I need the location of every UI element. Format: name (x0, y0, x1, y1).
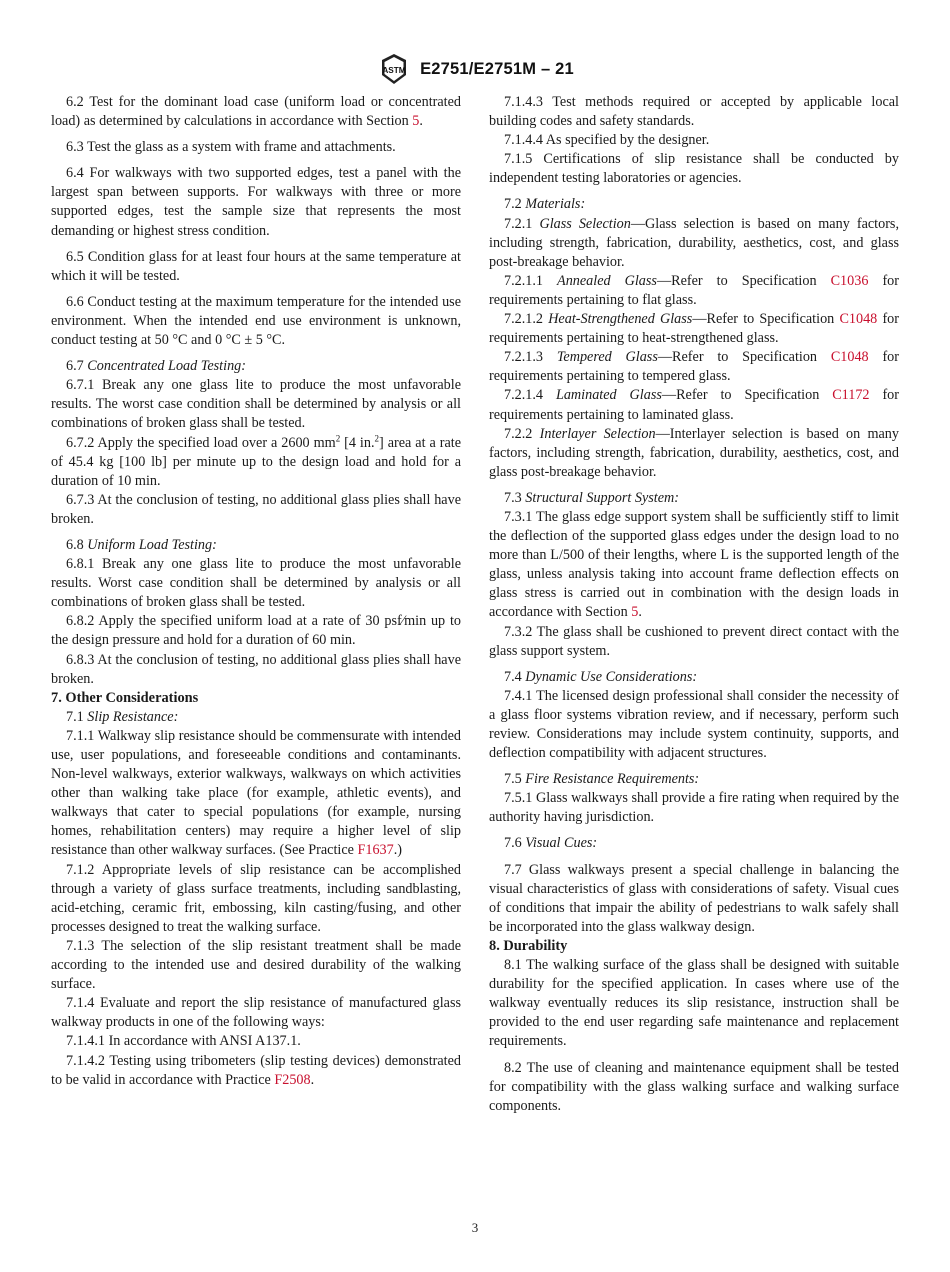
paragraph-7-1-4-1: 7.1.4.1 In accordance with ANSI A137.1. (66, 1033, 301, 1050)
paragraph-7-3-heading: 7.3 Structural Support System: (504, 489, 679, 506)
paragraph-7-2-1: 7.2.1 Glass Selection—Glass selection is based on many factors, including strength, fabrication, durability, aesthetics, cost, and glass post-breakage behavior. (489, 215, 900, 270)
paragraph-6-7-heading: 6.7 Concentrated Load Testing: (66, 358, 246, 375)
paragraph-7-7: 7.7 Glass walkways present a special challenge in balancing the visual characteristics of glass with considerations of safety. Visual cues of conditions that impair the ability of pedestrians to walk safely shall be incorporated into the glass walkway design. (489, 861, 899, 935)
f1637-link[interactable]: F1637 (357, 842, 394, 859)
paragraph-6-4: 6.4 For walkways with two supported edges, test a panel with the largest span between supports. For walkways with three or more supported edges, test the sample size that represents the most demanding or highest stress condition. (51, 165, 461, 239)
paragraph-7-1-4-4: 7.1.4.4 As specified by the designer. (504, 132, 710, 149)
paragraph-6-5: 6.5 Condition glass for at least four hours at the same temperature at which it will be tested. (51, 248, 461, 284)
paragraph-7-1-4-2: 7.1.4.2 Testing using tribometers (slip testing devices) demonstrated to be valid in accordance with Practice F2508. (51, 1052, 461, 1088)
astm-logo-icon (376, 53, 412, 85)
paragraph-7-4-heading: 7.4 Dynamic Use Considerations: (504, 668, 698, 685)
paragraph-7-2-1-2: 7.2.1.2 Heat-Strengthened Glass—Refer to Specification C1048 for requirements pertaining to heat-strengthened glass. (489, 311, 899, 347)
paragraph-7-6-heading: 7.6 Visual Cues: (504, 835, 598, 852)
paragraph-7-1-heading: 7.1 Slip Resistance: (66, 708, 179, 725)
f2508-link[interactable]: F2508 (274, 1071, 311, 1088)
c1048-link[interactable]: C1048 (830, 349, 869, 366)
svg-text:ASTM: ASTM (382, 66, 406, 75)
paragraph-7-1-4: 7.1.4 Evaluate and report the slip resistance of manufactured glass walkway products in one of the following ways: (51, 995, 461, 1031)
paragraph-7-1-4-3: 7.1.4.3 Test methods required or accepted by applicable local building codes and safety standards. (489, 94, 899, 130)
section-7-heading: 7. Other Considerations (51, 689, 199, 706)
c1036-link[interactable]: C1036 (830, 272, 869, 289)
paragraph-6-8-3: 6.8.3 At the conclusion of testing, no additional glass plies shall have broken. (51, 651, 461, 687)
paragraph-7-2-1-4: 7.2.1.4 Laminated Glass—Refer to Specification C1172 for requirements pertaining to laminated glass. (489, 387, 899, 423)
paragraph-7-2-2: 7.2.2 Interlayer Selection—Interlayer selection is based on many factors, including strength, fabrication, durability, aesthetics, cost, and glass post-breakage behavior. (489, 425, 899, 480)
paragraph-7-1-2: 7.1.2 Appropriate levels of slip resistance can be accomplished through a variety of glass surface treatments, including sandblasting, acid-etching, ceramic frit, embossing, kiln casting/fusing, and other processes designed to treat the walking surface. (51, 861, 461, 935)
paragraph-6-8-2: 6.8.2 Apply the specified uniform load at a rate of 30 psf⁄min up to the design pressure and hold for a duration of 60 min. (51, 613, 461, 649)
right-column (489, 93, 899, 1116)
paragraph-7-3-2: 7.3.2 The glass shall be cushioned to prevent direct contact with the glass support system. (489, 623, 899, 659)
page-number: 3 (471, 1220, 479, 1235)
left-column (51, 93, 461, 1090)
section-8-heading: 8. Durability (489, 937, 568, 954)
section-5-link[interactable]: 5 (412, 113, 420, 130)
paragraph-7-1-1: 7.1.1 Walkway slip resistance should be commensurate with intended use, user populations, and foreseeable conditions and contaminants. Non-level walkways, exterior walkways, walkways on which activities other than walking take place (for example, athletic events), and walkways that cater to special populations (for example, nursing homes, rehabilitation centers) may require a higher level of slip resistance than other walkway surfaces. (See Practice F1637.) (51, 727, 461, 859)
standard-designation: E2751/E2751M – 21 (420, 59, 574, 78)
paragraph-8-2: 8.2 The use of cleaning and maintenance equipment shall be tested for compatibility with the glass walking surface and walking surface components. (489, 1059, 899, 1114)
c1048-link[interactable]: C1048 (839, 311, 878, 328)
paragraph-6-6: 6.6 Conduct testing at the maximum temperature for the intended use environment. When the intended end use environment is unknown, conduct testing at 50 °C and 0 °C ± 5 °C. (51, 293, 461, 349)
paragraph-6-8-heading: 6.8 Uniform Load Testing: (66, 536, 217, 553)
section-5-link[interactable]: 5 (631, 604, 639, 621)
paragraph-7-2-heading: 7.2 Materials: (504, 196, 586, 213)
paragraph-7-3-1: 7.3.1 The glass edge support system shall be sufficiently stiff to limit the deflection of the supported glass edges under the design load to no more than L/500 of their lengths, where L is the supported length of the glass, unless analysis taking into account frame deflection effects on glass stress is carried out in combination with the design loads in accordance with Section 5. (489, 508, 899, 621)
paragraph-6-3: 6.3 Test the glass as a system with frame and attachments. (66, 139, 396, 156)
paragraph-7-2-1-3: 7.2.1.3 Tempered Glass—Refer to Specification C1048 for requirements pertaining to tempered glass. (489, 349, 899, 385)
paragraph-7-5-heading: 7.5 Fire Resistance Requirements: (504, 771, 700, 788)
paragraph-6-8-1: 6.8.1 Break any one glass lite to produce the most unfavorable results. Worst case condition shall be determined by analysis or all combinations of broken glass shall be tested. (51, 556, 461, 611)
paragraph-6-7-3: 6.7.3 At the conclusion of testing, no additional glass plies shall have broken. (51, 491, 461, 527)
paragraph-7-2-1-1: 7.2.1.1 Annealed Glass—Refer to Specification C1036 for requirements pertaining to flat glass. (489, 272, 899, 308)
page-header (0, 52, 950, 86)
paragraph-6-2: 6.2 Test for the dominant load case (uniform load or concentrated load) as determined by calculations in accordance with Section 5. (51, 94, 461, 130)
c1172-link[interactable]: C1172 (832, 387, 870, 404)
paragraph-7-1-3: 7.1.3 The selection of the slip resistant treatment shall be made according to the intended use and desired durability of the walking surface. (51, 937, 461, 993)
paragraph-6-7-1: 6.7.1 Break any one glass lite to produce the most unfavorable results. The worst case condition shall be determined by analysis or all combinations of broken glass shall be tested. (51, 377, 461, 432)
paragraph-6-7-2: 6.7.2 Apply the specified load over a 2600 $mm^2$ [4 in.$^2$] area at a rate of 45.4 kg [100 lb] per minute up to the design load and hold for a duration of 10 min. (51, 432, 462, 489)
paragraph-7-1-5: 7.1.5 Certifications of slip resistance shall be conducted by independent testing laboratories or agencies. (489, 151, 899, 187)
paragraph-8-1: 8.1 The walking surface of the glass shall be designed with suitable durability for the specified application. In cases where use of the walkway eventually reduces its slip resistance, instruction shall be provided to the end user regarding safe maintenance and replacement requirements. (489, 957, 899, 1050)
paragraph-7-4-1: 7.4.1 The licensed design professional shall consider the necessity of a glass floor systems vibration review, and if necessary, perform such review. Considerations may include system continuity, supports, and deflection compatibility with adjacent structures. (489, 687, 899, 762)
paragraph-7-5-1: 7.5.1 Glass walkways shall provide a fire rating when required by the authority having jurisdiction. (489, 790, 899, 826)
